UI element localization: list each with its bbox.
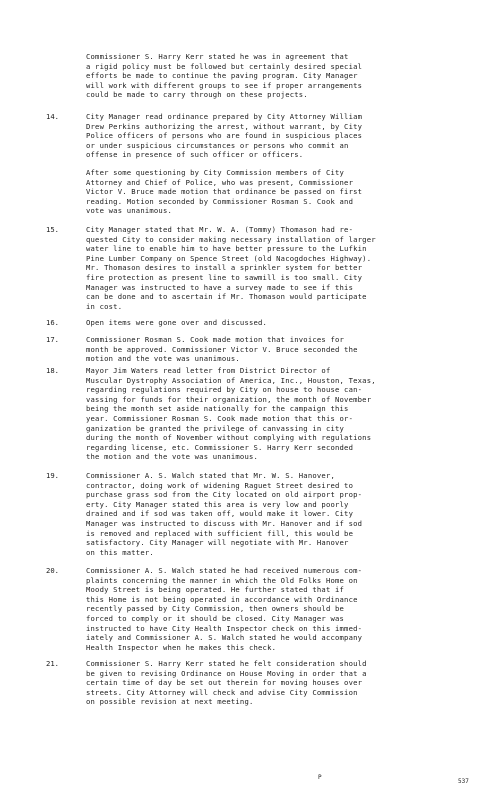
- footer-mark: P: [318, 774, 322, 781]
- item-number: 15.: [46, 225, 59, 234]
- item-number: 21.: [46, 659, 59, 668]
- item-paragraph: Commissioner A. S. Walch stated he had received numerous com- plaints concerning the manner in which the Old Folks Home on Moody Street is being operated. He further stated that if this Home is not being operated in accordance with Ordinance recently passed by City Commission, then owners should be forced to comply or it should be closed. City Manager was instructed to have City Health Inspector check on this immed- iately and Commissioner A. S. Walch stated he would accompany Health Inspector when he makes this check.: [86, 566, 363, 652]
- item-number: 18.: [46, 366, 59, 375]
- item-paragraph: Commissioner A. S. Walch stated that Mr. W. S. Hanover, contractor, doing work of widening Raguet Street desired to purchase grass sod from the City located on old airport prop- erty. City Manager stated this area is very low and poorly drained and if sod was taken off, would make it lower. City Manager was instructed to discuss with Mr. Hanover and if sod is removed and replaced with sufficient fill, this would be satisfactory. City Manager will negotiate with Mr. Hanover on this matter.: [86, 471, 363, 557]
- item-paragraph: City Manager stated that Mr. W. A. (Tommy) Thomason had re- quested City to consider making necessary installation of larger water line to enable him to have better pressure to the Lufkin Pine Lumber Company on Spence Street (old Nacogdoches Highway). Mr. Thomason desires to install a sprinkler system for better fire protection as present line to sawmill is too small. City Manager was instructed to have a survey made to see if this can be done and to ascertain if Mr. Thomason would participate in cost.: [86, 225, 376, 311]
- item-paragraph: Open items were gone over and discussed.: [86, 318, 268, 327]
- item-number: 14.: [46, 112, 59, 121]
- item-number: 17.: [46, 335, 59, 344]
- item-paragraph: Commissioner Rosman S. Cook made motion that invoices for month be approved. Commissioner Victor V. Bruce seconded the motion and the vote was unanimous.: [86, 335, 358, 364]
- item-paragraph: City Manager read ordinance prepared by City Attorney William Drew Perkins authorizing the arrest, without warrant, by City Police officers of persons who are found in suspicious places or under suspicious circumstances or persons who commit an offense in presence of such officer or officers.: [86, 112, 363, 160]
- item-number: 20.: [46, 566, 59, 575]
- item-paragraph: After some questioning by City Commission members of City Attorney and Chief of Police, who was present, Commissioner Victor V. Bruce made motion that ordinance be passed on first reading. Motion seconded by Commissioner Rosman S. Cook and vote was unanimous.: [86, 168, 363, 216]
- item-paragraph: Commissioner S. Harry Kerr stated he felt consideration should be given to revising Ordinance on House Moving in order that a certain time of day be set out therein for moving houses over streets. City Attorney will check and advise City Commission on possible revision at next meeting.: [86, 659, 367, 707]
- item-paragraph: Mayor Jim Waters read letter from District Director of Muscular Dystrophy Association of America, Inc., Houston, Texas, regarding regulations required by City on house to house can- vassing for funds for their organization, the month of November being the month set aside nationally for the campaign this year. Commissioner Rosman S. Cook made motion that this or- ganization be granted the privilege of canvassing in city during the month of November without complying with regulations regarding license, etc. Commissioner S. Harry Kerr seconded the motion and the vote was unanimous.: [86, 366, 376, 462]
- intro-paragraph: Commissioner S. Harry Kerr stated he was in agreement that a rigid policy must be followed but certainly desired special efforts be made to continue the paving program. City Manager will work with different groups to see if proper arrangements could be made to carry through on these projects.: [86, 52, 363, 100]
- item-number: 19.: [46, 471, 59, 480]
- page-code: 537: [458, 778, 469, 785]
- item-number: 16.: [46, 318, 59, 327]
